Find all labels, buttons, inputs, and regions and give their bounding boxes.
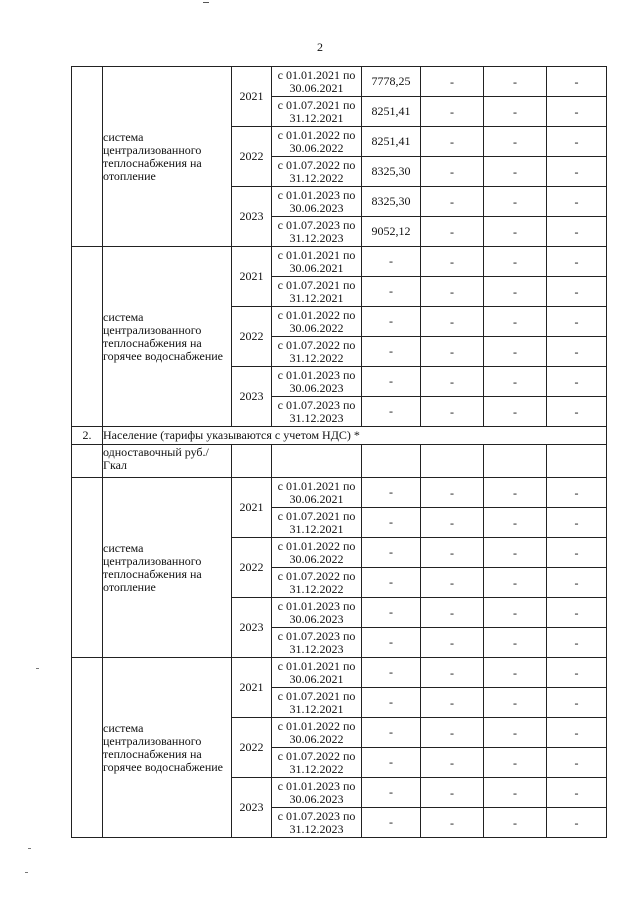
- page-number: 2: [317, 40, 323, 54]
- period-cell: с 01.07.2023 по 31.12.2023: [272, 397, 362, 427]
- period-cell: с 01.01.2022 по 30.06.2022: [272, 538, 362, 568]
- tariff-value: -: [362, 367, 421, 397]
- dash-mark: -: [574, 195, 579, 209]
- dash-mark: -: [513, 606, 517, 620]
- dash-cell: [421, 127, 484, 157]
- heating-system-name: система централизованного теплоснабжения на горячее водоснабжение: [103, 247, 232, 427]
- dash-mark: -: [513, 756, 517, 770]
- row-number-cell: [72, 67, 103, 247]
- dash-cell: [484, 508, 547, 538]
- dash-mark: -: [450, 756, 454, 770]
- dash-mark: -: [513, 285, 517, 299]
- period-cell: с 01.07.2022 по 31.12.2022: [272, 157, 362, 187]
- year-cell: 2023: [232, 598, 272, 658]
- empty-cell: [421, 445, 484, 478]
- period-cell: с 01.01.2021 по 30.06.2021: [272, 478, 362, 508]
- dash-mark: -: [574, 636, 579, 650]
- period-cell: с 01.01.2022 по 30.06.2022: [272, 718, 362, 748]
- dash-mark: -: [574, 726, 579, 740]
- dash-cell: [484, 688, 547, 718]
- dash-mark: -: [513, 165, 517, 179]
- dash-mark: -: [450, 696, 454, 710]
- dash-cell: [484, 778, 547, 808]
- dash-mark: -: [513, 516, 517, 530]
- dash-cell: [547, 337, 607, 367]
- dash-mark: -: [574, 666, 579, 680]
- tariff-value: -: [362, 658, 421, 688]
- dash-mark: -: [574, 816, 579, 830]
- dash-mark: -: [513, 546, 517, 560]
- scan-speck: [36, 668, 39, 669]
- dash-cell: [421, 628, 484, 658]
- dash-mark: -: [574, 285, 579, 299]
- dash-mark: -: [450, 546, 454, 560]
- dash-mark: -: [513, 255, 517, 269]
- dash-cell: [484, 97, 547, 127]
- dash-mark: -: [574, 225, 579, 239]
- period-cell: с 01.01.2021 по 30.06.2021: [272, 67, 362, 97]
- dash-cell: [484, 397, 547, 427]
- year-cell: 2021: [232, 247, 272, 307]
- heating-system-name: система централизованного теплоснабжения на отопление: [103, 478, 232, 658]
- tariff-value: -: [362, 337, 421, 367]
- dash-cell: [484, 127, 547, 157]
- dash-mark: -: [574, 315, 579, 329]
- dash-cell: [421, 217, 484, 247]
- year-cell: 2021: [232, 478, 272, 538]
- dash-cell: [421, 568, 484, 598]
- dash-cell: [421, 277, 484, 307]
- period-cell: с 01.07.2021 по 31.12.2021: [272, 508, 362, 538]
- dash-cell: [484, 748, 547, 778]
- row-number-cell: [72, 247, 103, 427]
- row-number-cell: [72, 478, 103, 658]
- dash-mark: -: [450, 516, 454, 530]
- dash-mark: -: [574, 105, 579, 119]
- dash-cell: [421, 598, 484, 628]
- dash-cell: [547, 508, 607, 538]
- tariff-value: -: [362, 748, 421, 778]
- empty-cell: [547, 445, 607, 478]
- dash-cell: [484, 307, 547, 337]
- dash-mark: -: [574, 75, 579, 89]
- row-number-cell: [72, 658, 103, 838]
- tariff-value: -: [362, 277, 421, 307]
- dash-cell: [484, 538, 547, 568]
- year-cell: 2022: [232, 127, 272, 187]
- period-cell: с 01.07.2023 по 31.12.2023: [272, 808, 362, 838]
- dash-mark: -: [513, 105, 517, 119]
- dash-mark: -: [450, 135, 454, 149]
- dash-cell: [547, 157, 607, 187]
- dash-cell: [547, 217, 607, 247]
- empty-cell: [272, 445, 362, 478]
- dash-mark: -: [513, 816, 517, 830]
- dash-cell: [484, 658, 547, 688]
- tariff-value: -: [362, 628, 421, 658]
- tariff-value: -: [362, 598, 421, 628]
- dash-cell: [547, 688, 607, 718]
- dash-mark: -: [450, 195, 454, 209]
- period-cell: с 01.01.2023 по 30.06.2023: [272, 778, 362, 808]
- tariff-value: -: [362, 478, 421, 508]
- dash-mark: -: [513, 195, 517, 209]
- year-cell: 2023: [232, 367, 272, 427]
- period-cell: с 01.07.2021 по 31.12.2021: [272, 97, 362, 127]
- dash-mark: -: [450, 315, 454, 329]
- year-cell: 2022: [232, 307, 272, 367]
- year-cell: 2022: [232, 718, 272, 778]
- dash-cell: [547, 187, 607, 217]
- dash-cell: [547, 127, 607, 157]
- dash-mark: -: [450, 486, 454, 500]
- dash-mark: -: [574, 405, 579, 419]
- dash-cell: [421, 688, 484, 718]
- dash-cell: [547, 748, 607, 778]
- dash-mark: -: [450, 726, 454, 740]
- dash-cell: [547, 247, 607, 277]
- dash-mark: -: [574, 696, 579, 710]
- dash-mark: -: [574, 786, 579, 800]
- dash-mark: -: [574, 375, 579, 389]
- empty-cell: [484, 445, 547, 478]
- dash-cell: [421, 658, 484, 688]
- dash-mark: -: [450, 606, 454, 620]
- dash-mark: -: [450, 375, 454, 389]
- dash-cell: [547, 277, 607, 307]
- tariff-value: 7778,25: [362, 67, 421, 97]
- dash-mark: -: [513, 75, 517, 89]
- tariff-value: -: [362, 508, 421, 538]
- dash-cell: [484, 568, 547, 598]
- dash-mark: -: [450, 816, 454, 830]
- dash-cell: [484, 628, 547, 658]
- dash-cell: [421, 397, 484, 427]
- tariff-value: 8251,41: [362, 127, 421, 157]
- period-cell: с 01.07.2021 по 31.12.2021: [272, 277, 362, 307]
- dash-mark: -: [574, 516, 579, 530]
- dash-mark: -: [450, 576, 454, 590]
- year-cell: 2021: [232, 67, 272, 127]
- tariff-value: -: [362, 247, 421, 277]
- dash-cell: [547, 718, 607, 748]
- dash-mark: -: [450, 666, 454, 680]
- dash-mark: -: [574, 255, 579, 269]
- dash-cell: [484, 808, 547, 838]
- dash-cell: [484, 217, 547, 247]
- dash-cell: [484, 187, 547, 217]
- dash-mark: -: [513, 786, 517, 800]
- dash-cell: [547, 598, 607, 628]
- year-cell: 2021: [232, 658, 272, 718]
- heating-system-name: система централизованного теплоснабжения на горячее водоснабжение: [103, 658, 232, 838]
- dash-cell: [547, 628, 607, 658]
- dash-mark: -: [574, 756, 579, 770]
- dash-cell: [547, 568, 607, 598]
- dash-cell: [421, 367, 484, 397]
- tariff-unit-label: одноставочный руб./Гкал: [103, 445, 232, 478]
- dash-cell: [421, 307, 484, 337]
- period-cell: с 01.07.2023 по 31.12.2023: [272, 628, 362, 658]
- dash-cell: [484, 718, 547, 748]
- dash-mark: -: [513, 726, 517, 740]
- scan-speck: [25, 872, 28, 873]
- dash-cell: [421, 748, 484, 778]
- dash-mark: -: [513, 696, 517, 710]
- dash-cell: [484, 337, 547, 367]
- tariff-value: -: [362, 688, 421, 718]
- period-cell: с 01.07.2022 по 31.12.2022: [272, 568, 362, 598]
- tariff-value: 8251,41: [362, 97, 421, 127]
- period-cell: с 01.01.2023 по 30.06.2023: [272, 187, 362, 217]
- dash-mark: -: [450, 255, 454, 269]
- tariff-value: 8325,30: [362, 187, 421, 217]
- dash-cell: [547, 658, 607, 688]
- dash-mark: -: [513, 486, 517, 500]
- dash-cell: [484, 67, 547, 97]
- dash-mark: -: [513, 315, 517, 329]
- period-cell: с 01.01.2022 по 30.06.2022: [272, 127, 362, 157]
- heating-system-name: система централизованного теплоснабжения на отопление: [103, 67, 232, 247]
- table-row: [72, 478, 607, 508]
- table-row: [72, 67, 607, 97]
- period-cell: с 01.07.2021 по 31.12.2021: [272, 688, 362, 718]
- dash-cell: [484, 478, 547, 508]
- dash-cell: [547, 478, 607, 508]
- year-cell: 2023: [232, 778, 272, 838]
- dash-mark: -: [450, 345, 454, 359]
- scan-speck: [28, 848, 31, 849]
- period-cell: с 01.07.2022 по 31.12.2022: [272, 748, 362, 778]
- dash-mark: -: [513, 576, 517, 590]
- dash-mark: -: [513, 225, 517, 239]
- dash-cell: [547, 778, 607, 808]
- dash-cell: [421, 778, 484, 808]
- scan-mark: [203, 2, 209, 3]
- period-cell: с 01.01.2021 по 30.06.2021: [272, 247, 362, 277]
- dash-cell: [547, 67, 607, 97]
- dash-cell: [421, 718, 484, 748]
- dash-cell: [421, 67, 484, 97]
- dash-cell: [547, 307, 607, 337]
- dash-cell: [421, 538, 484, 568]
- tariff-value: 8325,30: [362, 157, 421, 187]
- dash-cell: [484, 277, 547, 307]
- period-cell: с 01.01.2023 по 30.06.2023: [272, 598, 362, 628]
- dash-mark: -: [450, 285, 454, 299]
- tariff-value: -: [362, 307, 421, 337]
- period-cell: с 01.01.2022 по 30.06.2022: [272, 307, 362, 337]
- year-cell: 2022: [232, 538, 272, 598]
- period-cell: с 01.01.2021 по 30.06.2021: [272, 658, 362, 688]
- dash-cell: [547, 97, 607, 127]
- period-cell: с 01.07.2022 по 31.12.2022: [272, 337, 362, 367]
- empty-cell: [232, 445, 272, 478]
- tariff-value: -: [362, 397, 421, 427]
- dash-mark: -: [450, 165, 454, 179]
- tariff-value: -: [362, 538, 421, 568]
- dash-mark: -: [450, 105, 454, 119]
- dash-cell: [421, 247, 484, 277]
- dash-cell: [547, 397, 607, 427]
- dash-mark: -: [574, 486, 579, 500]
- dash-mark: -: [450, 405, 454, 419]
- dash-mark: -: [574, 606, 579, 620]
- tariff-value: -: [362, 808, 421, 838]
- tariff-table: [71, 66, 607, 838]
- table-row: [72, 658, 607, 688]
- dash-mark: -: [513, 636, 517, 650]
- dash-cell: [421, 187, 484, 217]
- dash-mark: -: [513, 135, 517, 149]
- period-cell: с 01.01.2023 по 30.06.2023: [272, 367, 362, 397]
- dash-mark: -: [574, 345, 579, 359]
- dash-cell: [421, 508, 484, 538]
- dash-mark: -: [450, 786, 454, 800]
- dash-cell: [421, 478, 484, 508]
- empty-cell: [362, 445, 421, 478]
- tariff-value: 9052,12: [362, 217, 421, 247]
- dash-cell: [547, 808, 607, 838]
- dash-cell: [484, 157, 547, 187]
- dash-cell: [484, 598, 547, 628]
- dash-cell: [547, 538, 607, 568]
- dash-mark: -: [513, 666, 517, 680]
- tariff-value: -: [362, 778, 421, 808]
- dash-mark: -: [574, 135, 579, 149]
- dash-mark: -: [574, 576, 579, 590]
- dash-cell: [421, 337, 484, 367]
- dash-mark: -: [574, 165, 579, 179]
- dash-mark: -: [513, 345, 517, 359]
- dash-cell: [547, 367, 607, 397]
- dash-mark: -: [450, 225, 454, 239]
- dash-cell: [421, 808, 484, 838]
- tariff-value: -: [362, 718, 421, 748]
- section-title: Население (тарифы указываются с учетом НДС) *: [103, 427, 607, 445]
- dash-mark: -: [513, 405, 517, 419]
- table-row: [72, 247, 607, 277]
- tariff-value: -: [362, 568, 421, 598]
- period-cell: с 01.07.2023 по 31.12.2023: [272, 217, 362, 247]
- year-cell: 2023: [232, 187, 272, 247]
- dash-cell: [421, 157, 484, 187]
- dash-mark: -: [450, 75, 454, 89]
- dash-cell: [484, 247, 547, 277]
- dash-cell: [421, 97, 484, 127]
- dash-mark: -: [513, 375, 517, 389]
- dash-mark: -: [450, 636, 454, 650]
- dash-mark: -: [574, 546, 579, 560]
- empty-cell: [72, 445, 103, 478]
- dash-cell: [484, 367, 547, 397]
- section-number: 2.: [72, 427, 103, 445]
